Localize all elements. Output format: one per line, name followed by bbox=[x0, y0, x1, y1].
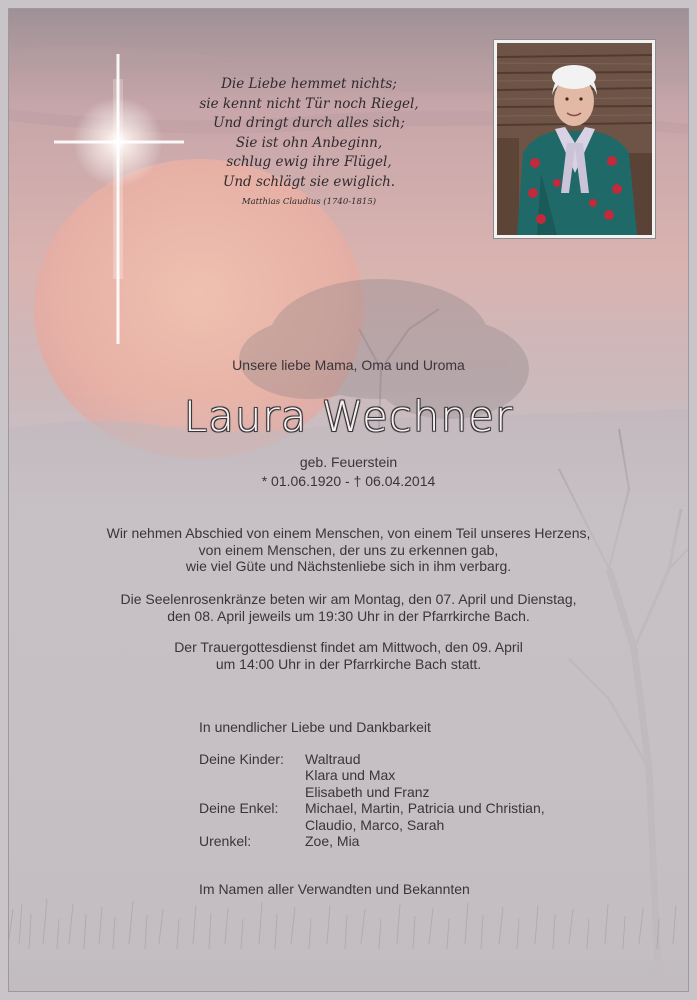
great-grandchildren-names bbox=[305, 833, 359, 849]
poem bbox=[159, 75, 459, 193]
list-item: Klara und Max bbox=[305, 767, 396, 784]
poem-line: Und schlägt sie ewiglich. bbox=[222, 173, 396, 190]
funeral-service-paragraph bbox=[9, 639, 688, 672]
deceased-name: Laura Wechner bbox=[183, 392, 514, 441]
paragraph-line: den 08. April jeweils um 19:30 Uhr in der Pfarrkirche Bach. bbox=[167, 607, 530, 624]
paragraph-line: von einem Menschen, der uns zu erkennen gab, bbox=[198, 541, 499, 558]
paragraph-line: wie viel Güte und Nächstenliebe sich in ihm verbarg. bbox=[185, 558, 512, 574]
poem-author: Matthias Claudius (1740-1815) bbox=[241, 197, 377, 207]
life-dates: * 01.06.1920 - † 06.04.2014 bbox=[261, 473, 436, 489]
great-grandchildren-row bbox=[199, 833, 545, 849]
closing-signature: Im Namen aller Verwandten und Bekannten bbox=[199, 881, 470, 897]
intro-line: Unsere liebe Mama, Oma und Uroma bbox=[232, 357, 465, 373]
list-item: Michael, Martin, Patricia und Christian, bbox=[305, 800, 545, 817]
farewell-paragraph bbox=[9, 525, 688, 575]
children-row bbox=[199, 751, 545, 800]
list-item: Claudio, Marco, Sarah bbox=[305, 816, 445, 833]
grandchildren-row bbox=[199, 800, 545, 833]
paragraph-line: um 14:00 Uhr in der Pfarrkirche Bach statt. bbox=[215, 655, 482, 672]
list-item: Waltraud bbox=[305, 751, 361, 767]
list-item: Zoe, Mia bbox=[305, 833, 360, 850]
closing-dedication: In unendlicher Liebe und Dankbarkeit bbox=[199, 719, 431, 735]
paragraph-line: Wir nehmen Abschied von einem Menschen, von einem Teil unseres Herzens, bbox=[106, 525, 591, 541]
rosary-paragraph bbox=[9, 591, 688, 624]
birth-name: geb. Feuerstein bbox=[299, 454, 398, 470]
grandchildren-label: Deine Enkel: bbox=[199, 800, 279, 817]
grandchildren-names bbox=[305, 800, 545, 833]
portrait-photo bbox=[493, 39, 656, 239]
list-item: Elisabeth und Franz bbox=[305, 783, 430, 800]
poem-line: Sie ist ohn Anbeginn, bbox=[235, 134, 383, 151]
great-grandchildren-label: Urenkel: bbox=[199, 833, 252, 850]
family-list bbox=[199, 751, 545, 849]
poem-line: Die Liebe hemmet nichts; bbox=[221, 76, 397, 92]
paragraph-line: Die Seelenrosenkränze beten wir am Montag, den 07. April und Dienstag, bbox=[120, 591, 577, 607]
children-names bbox=[305, 751, 430, 800]
paragraph-line: Der Trauergottesdienst findet am Mittwoch, den 09. April bbox=[174, 639, 523, 655]
poem-line: schlug ewig ihre Flügel, bbox=[226, 154, 392, 171]
poem-line: Und dringt durch alles sich; bbox=[213, 115, 405, 132]
poem-line: sie kennt nicht Tür noch Riegel, bbox=[199, 95, 419, 112]
children-label: Deine Kinder: bbox=[199, 751, 284, 767]
